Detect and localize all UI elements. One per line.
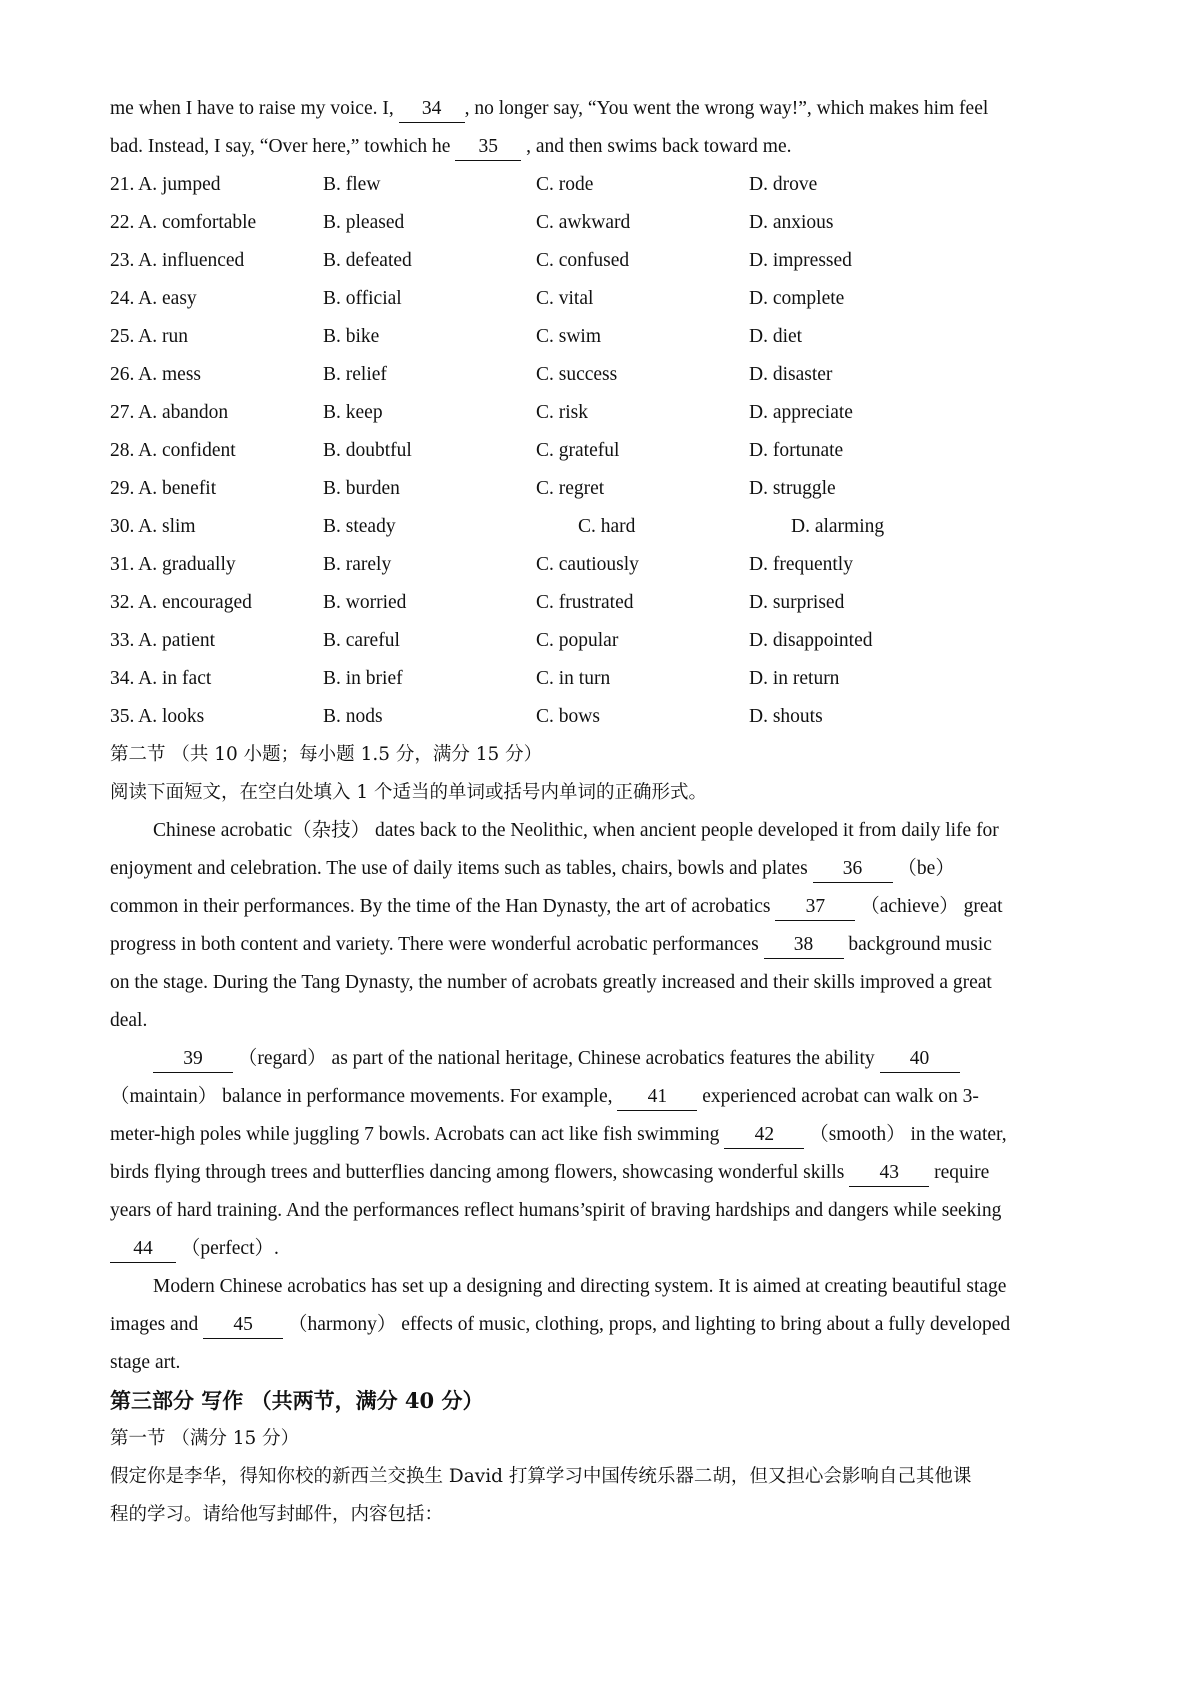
option-d: D. fortunate bbox=[749, 440, 844, 461]
blank-34: 34 bbox=[399, 96, 465, 123]
text: （smooth） in the water, bbox=[809, 1124, 1007, 1145]
text: birds flying through trees and butterflies dancing among flowers, showcasing wonderful skills bbox=[110, 1162, 845, 1183]
passage bbox=[110, 812, 1100, 1382]
option-row bbox=[110, 318, 1100, 356]
option-row bbox=[110, 280, 1100, 318]
passage-line bbox=[110, 850, 1100, 888]
option-d: D. disaster bbox=[749, 364, 833, 385]
option-row bbox=[110, 508, 1100, 546]
option-c: C. awkward bbox=[536, 212, 631, 233]
option-c: C. popular bbox=[536, 630, 619, 651]
option-row bbox=[110, 584, 1100, 622]
blank-45: 45 bbox=[203, 1312, 283, 1339]
text: experienced acrobat can walk on 3- bbox=[702, 1086, 979, 1107]
option-b: B. worried bbox=[323, 592, 407, 613]
option-c: C. in turn bbox=[536, 668, 611, 689]
blank-35: 35 bbox=[455, 134, 521, 161]
options-list bbox=[110, 166, 1100, 736]
writing-task-line: 程的学习。请给他写封邮件，内容包括： bbox=[110, 1504, 444, 1525]
writing-task-line: 假定你是李华，得知你校的新西兰交换生 David 打算学习中国传统乐器二胡，但又担心会影响自己其他课 bbox=[110, 1466, 972, 1487]
section2-title: 第二节 （共 10 小题；每小题 1.5 分，满分 15 分） bbox=[110, 744, 543, 765]
text: meter-high poles while juggling 7 bowls. Acrobats can act like fish swimming bbox=[110, 1124, 720, 1145]
option-b: B. careful bbox=[323, 630, 400, 651]
passage-line bbox=[110, 1306, 1100, 1344]
option-a: 27. A. abandon bbox=[110, 402, 229, 423]
section2-instruction: 阅读下面短文，在空白处填入 1 个适当的单词或括号内单词的正确形式。 bbox=[110, 782, 708, 803]
option-d: D. diet bbox=[749, 326, 803, 347]
option-d: D. shouts bbox=[749, 706, 823, 727]
cloze-line-2 bbox=[110, 128, 1100, 166]
blank-36: 36 bbox=[813, 856, 893, 883]
option-row bbox=[110, 622, 1100, 660]
option-c: C. vital bbox=[536, 288, 594, 309]
option-c: C. cautiously bbox=[536, 554, 639, 575]
text: （achieve） great bbox=[860, 896, 1003, 917]
option-row bbox=[110, 698, 1100, 736]
option-a: 26. A. mess bbox=[110, 364, 202, 385]
text: require bbox=[934, 1162, 990, 1183]
option-d: D. alarming bbox=[791, 516, 885, 537]
passage-line bbox=[110, 1116, 1100, 1154]
passage-line bbox=[110, 1040, 1100, 1078]
option-c: C. bows bbox=[536, 706, 600, 727]
part3-subheading: 第一节 （满分 15 分） bbox=[110, 1428, 300, 1449]
text: me when I have to raise my voice. I, bbox=[110, 98, 394, 119]
passage-line bbox=[110, 1154, 1100, 1192]
option-a: 28. A. confident bbox=[110, 440, 236, 461]
blank-44: 44 bbox=[110, 1236, 176, 1263]
option-d: D. frequently bbox=[749, 554, 853, 575]
passage-line: Modern Chinese acrobatics has set up a designing and directing system. It is aimed at creating beautiful stage bbox=[153, 1276, 1007, 1297]
option-b: B. steady bbox=[323, 516, 396, 537]
option-b: B. burden bbox=[323, 478, 400, 499]
option-a: 32. A. encouraged bbox=[110, 592, 252, 613]
passage-line bbox=[110, 1230, 1100, 1268]
option-b: B. pleased bbox=[323, 212, 405, 233]
option-b: B. flew bbox=[323, 174, 381, 195]
exam-page bbox=[110, 90, 1100, 1534]
option-c: C. swim bbox=[536, 326, 602, 347]
option-row bbox=[110, 470, 1100, 508]
text: （harmony） effects of music, clothing, props, and lighting to bring about a fully developed bbox=[288, 1314, 1011, 1335]
option-a: 34. A. in fact bbox=[110, 668, 212, 689]
option-c: C. confused bbox=[536, 250, 630, 271]
option-row bbox=[110, 166, 1100, 204]
part3-heading: 第三部分 写作 （共两节，满分 40 分） bbox=[110, 1388, 484, 1413]
passage-line: on the stage. During the Tang Dynasty, the number of acrobats greatly increased and their skills improved a great bbox=[110, 972, 992, 993]
option-c: C. grateful bbox=[536, 440, 620, 461]
text: （maintain） balance in performance movements. For example, bbox=[110, 1086, 613, 1107]
option-row bbox=[110, 432, 1100, 470]
option-row bbox=[110, 242, 1100, 280]
option-b: B. bike bbox=[323, 326, 380, 347]
option-c: C. risk bbox=[536, 402, 589, 423]
option-a: 25. A. run bbox=[110, 326, 188, 347]
option-d: D. struggle bbox=[749, 478, 836, 499]
option-a: 21. A. jumped bbox=[110, 174, 221, 195]
option-b: B. keep bbox=[323, 402, 383, 423]
cloze-line-1 bbox=[110, 90, 1100, 128]
option-d: D. disappointed bbox=[749, 630, 873, 651]
option-a: 29. A. benefit bbox=[110, 478, 217, 499]
text: （perfect）. bbox=[180, 1238, 279, 1259]
option-row bbox=[110, 204, 1100, 242]
option-b: B. rarely bbox=[323, 554, 392, 575]
text: enjoyment and celebration. The use of daily items such as tables, chairs, bowls and plates bbox=[110, 858, 808, 879]
text: （be） bbox=[897, 858, 955, 879]
blank-39: 39 bbox=[153, 1046, 233, 1073]
option-d: D. surprised bbox=[749, 592, 845, 613]
option-b: B. nods bbox=[323, 706, 383, 727]
option-c: C. hard bbox=[578, 516, 636, 537]
blank-38: 38 bbox=[764, 932, 844, 959]
text: images and bbox=[110, 1314, 199, 1335]
option-a: 23. A. influenced bbox=[110, 250, 245, 271]
text: （regard） as part of the national heritage, Chinese acrobatics features the ability bbox=[237, 1048, 875, 1069]
option-row bbox=[110, 394, 1100, 432]
option-c: C. rode bbox=[536, 174, 594, 195]
blank-40: 40 bbox=[880, 1046, 960, 1073]
text: common in their performances. By the time of the Han Dynasty, the art of acrobatics bbox=[110, 896, 771, 917]
text: background music bbox=[848, 934, 992, 955]
passage-line: stage art. bbox=[110, 1352, 181, 1373]
passage-line: Chinese acrobatic（杂技） dates back to the Neolithic, when ancient people developed it from daily life for bbox=[153, 820, 999, 841]
option-a: 22. A. comfortable bbox=[110, 212, 257, 233]
option-row bbox=[110, 660, 1100, 698]
option-a: 35. A. looks bbox=[110, 706, 205, 727]
text: bad. Instead, I say, “Over here,” towhich he bbox=[110, 136, 451, 157]
option-a: 30. A. slim bbox=[110, 516, 196, 537]
blank-37: 37 bbox=[775, 894, 855, 921]
option-row bbox=[110, 356, 1100, 394]
option-a: 31. A. gradually bbox=[110, 554, 236, 575]
option-d: D. in return bbox=[749, 668, 840, 689]
passage-line bbox=[110, 1078, 1100, 1116]
text: progress in both content and variety. There were wonderful acrobatic performances bbox=[110, 934, 759, 955]
option-c: C. success bbox=[536, 364, 618, 385]
option-d: D. appreciate bbox=[749, 402, 853, 423]
option-d: D. drove bbox=[749, 174, 818, 195]
option-c: C. frustrated bbox=[536, 592, 634, 613]
blank-42: 42 bbox=[724, 1122, 804, 1149]
text: , and then swims back toward me. bbox=[526, 136, 792, 157]
passage-line bbox=[110, 926, 1100, 964]
blank-41: 41 bbox=[617, 1084, 697, 1111]
option-d: D. complete bbox=[749, 288, 845, 309]
option-b: B. in brief bbox=[323, 668, 403, 689]
passage-line bbox=[110, 888, 1100, 926]
blank-43: 43 bbox=[849, 1160, 929, 1187]
option-b: B. official bbox=[323, 288, 402, 309]
option-a: 24. A. easy bbox=[110, 288, 197, 309]
text: , no longer say, “You went the wrong way!”, which makes him feel bbox=[464, 98, 989, 119]
option-row bbox=[110, 546, 1100, 584]
option-d: D. impressed bbox=[749, 250, 852, 271]
passage-line: deal. bbox=[110, 1010, 148, 1031]
option-b: B. relief bbox=[323, 364, 387, 385]
option-b: B. defeated bbox=[323, 250, 412, 271]
option-c: C. regret bbox=[536, 478, 605, 499]
option-b: B. doubtful bbox=[323, 440, 412, 461]
option-a: 33. A. patient bbox=[110, 630, 216, 651]
passage-line: years of hard training. And the performances reflect humans’spirit of braving hardships and dangers while seeking bbox=[110, 1200, 1002, 1221]
option-d: D. anxious bbox=[749, 212, 834, 233]
